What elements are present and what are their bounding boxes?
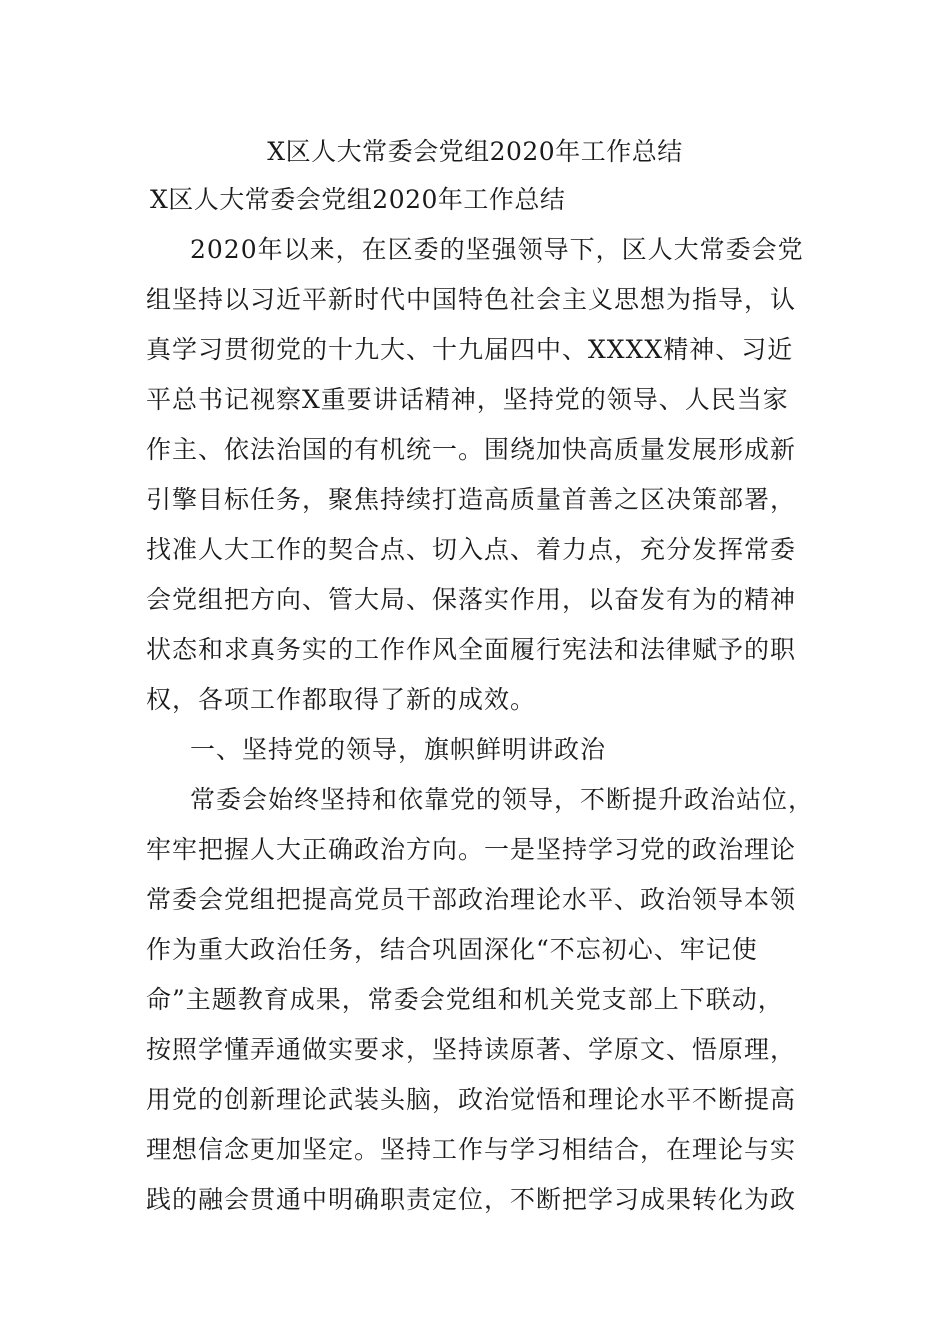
- paragraph-line: 按照学懂弄通做实要求，坚持读原著、学原文、悟原理，: [146, 1035, 797, 1064]
- paragraph-line: 践的融会贯通中明确职责定位，不断把学习成果转化为政: [146, 1185, 797, 1214]
- paragraph-line: 作为重大政治任务，结合巩固深化“不忘初心、牢记使: [146, 935, 758, 964]
- paragraph-line: 常委会党组把提高党员干部政治理论水平、政治领导本领: [146, 885, 797, 914]
- paragraph-line: 命”主题教育成果，常委会党组和机关党支部上下联动，: [146, 985, 784, 1014]
- paragraph-line: 状态和求真务实的工作作风全面履行宪法和法律赋予的职: [146, 635, 797, 664]
- paragraph-line: 找准人大工作的契合点、切入点、着力点，充分发挥常委: [146, 535, 797, 564]
- paragraph-line: 会党组把方向、管大局、保落实作用，以奋发有为的精神: [146, 585, 797, 614]
- paragraph-line: 权，各项工作都取得了新的成效。: [146, 685, 537, 714]
- paragraph-line: 作主、依法治国的有机统一。围绕加快高质量发展形成新: [146, 435, 797, 464]
- paragraph-line: 牢牢把握人大正确政治方向。一是坚持学习党的政治理论: [146, 835, 797, 864]
- paragraph-line: 用党的创新理论武装头脑，政治觉悟和理论水平不断提高: [146, 1085, 797, 1114]
- paragraph-line: 组坚持以习近平新时代中国特色社会主义思想为指导，认: [146, 285, 797, 314]
- paragraph-line: 平总书记视察X重要讲话精神，坚持党的领导、人民当家: [146, 385, 789, 414]
- paragraph-line: 2020年以来，在区委的坚强领导下，区人大常委会党: [190, 235, 804, 264]
- paragraph-line: 引擎目标任务，聚焦持续打造高质量首善之区决策部署，: [146, 485, 797, 514]
- document-title: X区人大常委会党组2020年工作总结: [267, 137, 683, 166]
- paragraph-line: 理想信念更加坚定。坚持工作与学习相结合，在理论与实: [146, 1135, 797, 1164]
- section-heading: 一、坚持党的领导，旗帜鲜明讲政治: [190, 735, 607, 764]
- paragraph-line: 真学习贯彻党的十九大、十九届四中、XXXX精神、习近: [146, 335, 794, 364]
- document-subtitle: X区人大常委会党组2020年工作总结: [150, 185, 566, 214]
- paragraph-line: 常委会始终坚持和依靠党的领导，不断提升政治站位，: [190, 785, 815, 814]
